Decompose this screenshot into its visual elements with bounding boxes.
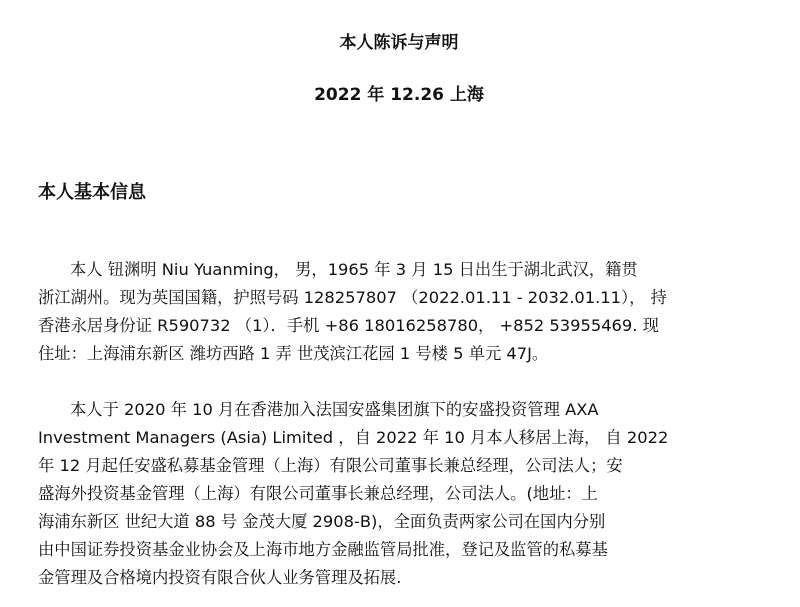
- document-date-location: 2022 年 12.26 上海: [314, 85, 484, 105]
- document-title: 本人陈诉与声明: [339, 33, 459, 53]
- paragraph-line: 本人于 2020 年 10 月在香港加入法国安盛集团旗下的安盛投资管理 AXA: [70, 400, 599, 419]
- paragraph-line: 海浦东新区 世纪大道 88 号 金茂大厦 2908-B)，全面负责两家公司在国内分别: [38, 512, 606, 531]
- paragraph-line: 年 12 月起任安盛私募基金管理（上海）有限公司董事长兼总经理，公司法人；安: [38, 456, 623, 475]
- section-heading-basic-info: 本人基本信息: [38, 182, 146, 203]
- paragraph-line: 香港永居身份证 R590732 （1）．手机 +86 18016258780， +852 53955469. 现: [38, 316, 659, 335]
- paragraph-line: 由中国证券投资基金业协会及上海市地方金融监管局批准，登记及监管的私募基: [38, 540, 608, 559]
- paragraph-line: 浙江湖州。现为英国国籍，护照号码 128257807 （2022.01.11 - 2032.01.11）， 持: [38, 288, 667, 307]
- paragraph-line: 金管理及合格境内投资有限合伙人业务管理及拓展.: [38, 568, 402, 587]
- paragraph-line: 盛海外投资基金管理（上海）有限公司董事长兼总经理，公司法人。(地址：上: [38, 484, 598, 503]
- paragraph-line: Investment Managers (Asia) Limited ，自 2022 年 10 月本人移居上海， 自 2022: [38, 428, 669, 447]
- paragraph-employment: [38, 396, 760, 592]
- paragraph-line: 住址：上海浦东新区 潍坊西路 1 弄 世茂滨江花园 1 号楼 5 单元 47J。: [38, 344, 549, 363]
- paragraph-personal-info: [38, 256, 760, 368]
- paragraph-line: 本人 钮渊明 Niu Yuanming， 男，1965 年 3 月 15 日出生于湖北武汉，籍贯: [70, 260, 638, 279]
